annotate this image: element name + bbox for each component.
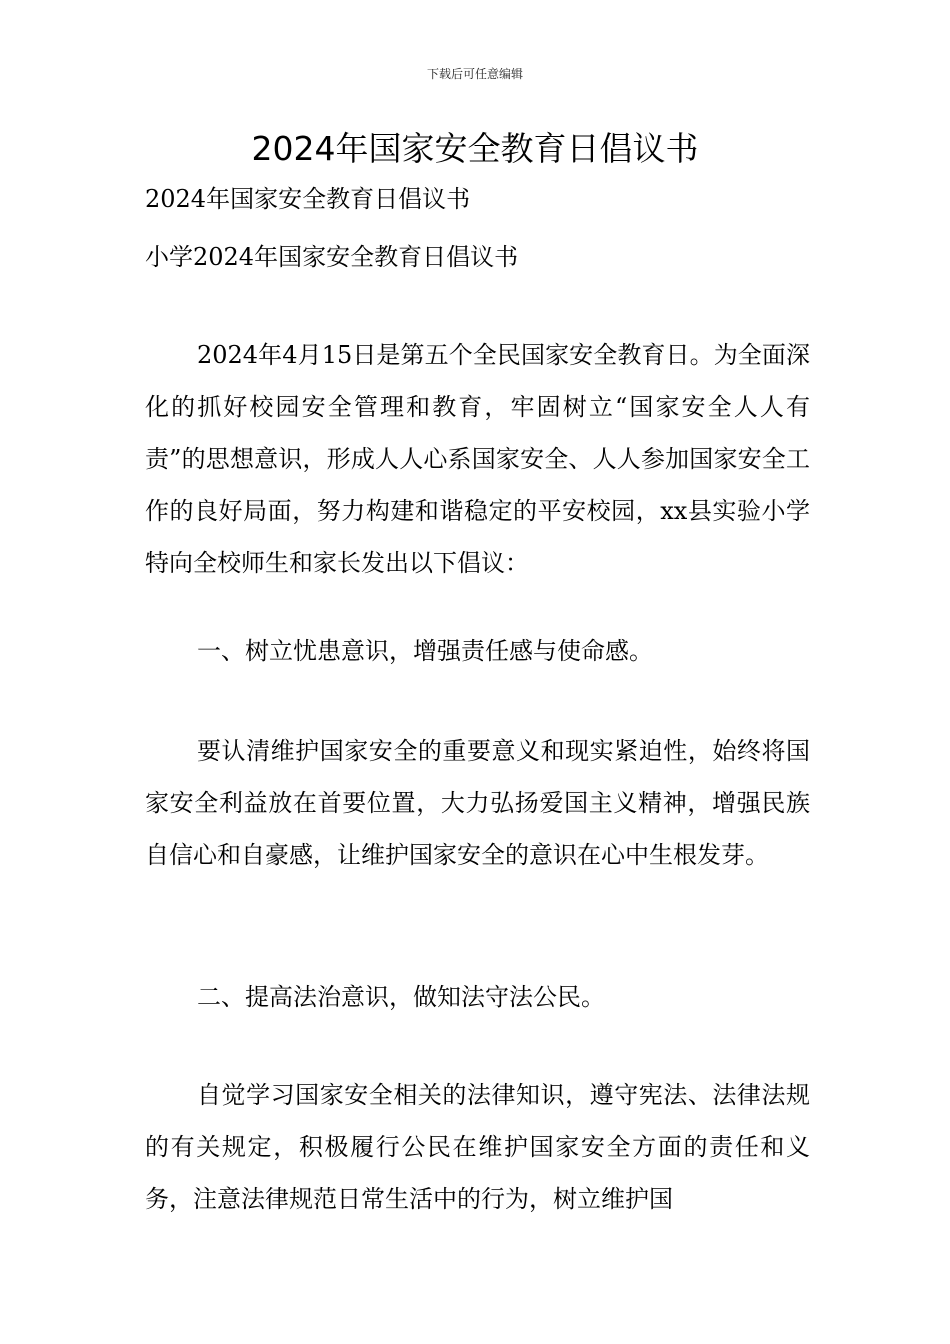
section-body-1: 要认清维护国家安全的重要意义和现实紧迫性，始终将国家安全利益放在首要位置，大力弘扬爱国主义精神，增强民族自信心和自豪感，让维护国家安全的意识在心中生根发芽。 bbox=[145, 737, 810, 869]
section-heading-2: 二、提高法治意识，做知法守法公民。 bbox=[197, 983, 605, 1011]
header-note: 下载后可任意编辑 bbox=[426, 67, 523, 81]
section-body-2: 自觉学习国家安全相关的法律知识，遵守宪法、法律法规的有关规定，积极履行公民在维护国家安全方面的责任和义务，注意法律规范日常生活中的行为，树立维护国 bbox=[145, 1081, 810, 1213]
subtitle-line-1: 2024年国家安全教育日倡议书 bbox=[145, 185, 471, 213]
section-heading-1: 一、树立忧患意识，增强责任感与使命感。 bbox=[197, 637, 653, 665]
intro-paragraph: 2024年4月15日是第五个全民国家安全教育日。为全面深化的抓好校园安全管理和教育，牢固树立“国家安全人人有责”的思想意识，形成人人心系国家安全、人人参加国家安全工作的良好局面，努力构建和谐稳定的平安校园，xx县实验小学特向全校师生和家长发出以下倡议： bbox=[145, 341, 810, 577]
document-body bbox=[145, 179, 810, 1213]
subtitle-line-2: 小学2024年国家安全教育日倡议书 bbox=[145, 243, 519, 271]
document-title: 2024年国家安全教育日倡议书 bbox=[251, 129, 699, 168]
